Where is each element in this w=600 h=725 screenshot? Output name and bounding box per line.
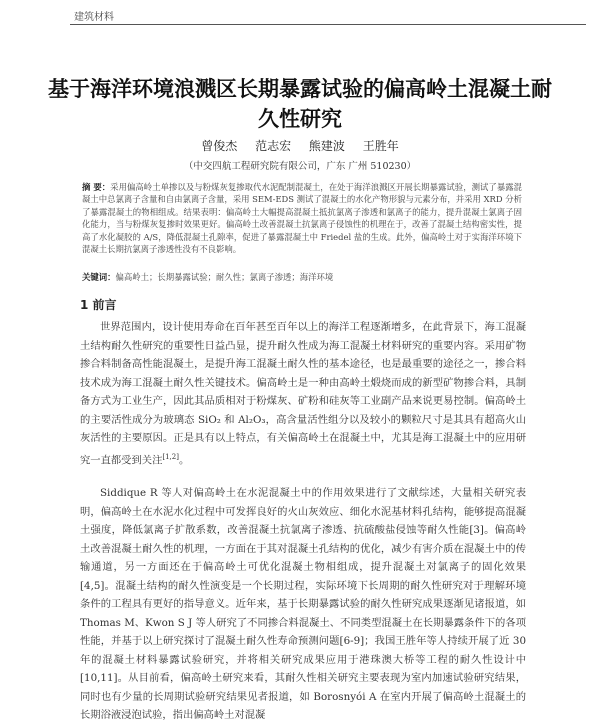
keywords-label: 关键词： [82, 272, 116, 282]
author-list: 曾俊杰 范志宏 熊建波 王胜年 [201, 139, 399, 153]
citation: [1,2] [162, 452, 179, 461]
abstract-label: 摘 要： [82, 182, 111, 192]
body-paragraph-1 [80, 318, 526, 469]
body-paragraph-2: Siddique R 等人对偏高岭土在水泥混凝土中的作用效果进行了文献综述，大量相关研究表明，偏高岭土在水泥水化过程中可发挥良好的火山灰效应、细化水泥基材料孔结构，能够提高混凝土强度，降低氯离子扩散系数，改善混凝土抗氯离子渗透、抗硫酸盐侵蚀等耐久性能[3]。偏高岭土改善混凝土耐久性的机理，一方面在于其对混凝土孔结构的优化，减少有害介质在混凝土中的传输通道，另一方面还在于偏高岭土可优化混凝土物相组成，提升混凝土对氯离子的固化效果[4,5]。混凝土结构的耐久性演变是一个长期过程，实际环境下长周期的耐久性研究对于理解环境条件的工程具有更好的指导意义。近年来，基于长期暴露试验的耐久性研究成果逐渐见诸报道，如 Thomas M、Kwon S J 等人研究了不同掺合料混凝土、不同类型混凝土在长期暴露条件下的各项性能，并基于以上研究探讨了混凝土耐久性寿命预测问题[6-9]；我国王胜年等人持续开展了近 30 年的混凝土材料暴露试验研究，并将相关研究成果应用于港珠澳大桥等工程的耐久性设计中[10,11]。从目前看，偏高岭土研究来看，其耐久性相关研究主要表现为室内加速试验研究结果，同时也有少量的长周期试验研究结果见者报道，如 Borosnyói A 在室内开展了偏高岭土混凝土的长期浴液浸泡试验，指出偏高岭土对混凝 [80, 487, 526, 721]
keywords [82, 271, 522, 283]
abstract-text: 采用偏高岭土单掺以及与粉煤灰复掺取代水泥配制混凝土，在处于海洋浪溅区开展长期暴露试验，测试了暴露混凝土中总氯离子含量和自由氯离子含量，采用 SEM-EDS 测试了混凝土的水化产物形貌与元素分布，并采用 XRD 分析了暴露混凝土的物相组成。结果表明：偏高岭土大幅提高混凝土抵抗氯离子渗透和氯离子的能力，提升混凝土氯离子固化能力，当与粉煤灰复掺时效果更好。偏高岭土改善混凝土抗氯离子侵蚀性的机理在于，改善了混凝土结构密实性，提高了水化凝胶的 A/S，降低混凝土孔隙率，促进了暴露混凝土中 Friedel 盐的生成。此外，偏高岭土对于实海洋环境下混凝土长期抗氯离子渗透性没有不良影响。 [82, 182, 522, 255]
running-head: 建筑材料 [74, 12, 114, 23]
keywords-text: 偏高岭土；长期暴露试验；耐久性；氯离子渗透；海洋环境 [115, 272, 334, 282]
abstract [82, 181, 522, 255]
affiliation: （中交四航工程研究院有限公司，广东 广州 510230） [183, 161, 417, 172]
section-heading: 1 前言 [80, 298, 117, 312]
paper-title: 基于海洋环境浪溅区长期暴露试验的偏高岭土混凝土耐久性研究 [48, 77, 552, 131]
header-rule [70, 24, 586, 25]
paragraph-1-text: 世界范围内，设计使用寿命在百年甚至百年以上的海洋工程逐渐增多，在此背景下，海工混凝土结构耐久性研究的重要性日益凸显，提升耐久性成为海工混凝土材料研究的重要内容。采用矿物掺合料制备高性能混凝土，是提升海工混凝土耐久性的基本途径，也是最重要的途径之一，掺合料技术成为海工混凝土耐久性关键技术。偏高岭土是一种由高岭土煅烧而成的新型矿物掺合料，具制备方式为工业生产，因此其品质相对于粉煤灰、矿粉和硅灰等工业副产品来说更易控制。偏高岭土的主要活性成分为玻璃态 SiO₂ 和 Al₂O₃，高含量活性组分以及较小的颗粒尺寸是其具有超高火山灰活性的主要原因。正是具有以上特点，有关偏高岭土在混凝土中，尤其是海工混凝土中的应用研究一直都受到关注 [80, 321, 526, 466]
paragraph-1-end: 。 [178, 453, 190, 466]
